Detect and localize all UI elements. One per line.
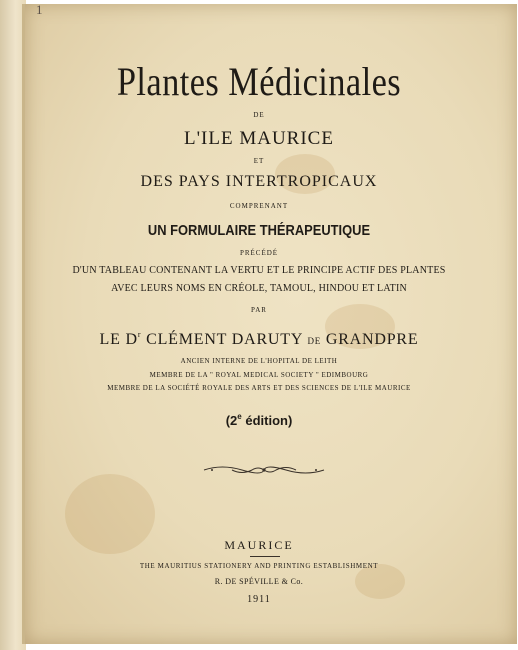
connector-de: DE bbox=[253, 111, 265, 119]
book-title: Plantes Médicinales bbox=[116, 59, 402, 104]
author-credential-2: MEMBRE DE LA " ROYAL MEDICAL SOCIETY " EDIMBOURG bbox=[149, 371, 369, 379]
table-description-line-1: D'UN TABLEAU CONTENANT LA VERTU ET LE PRINCIPE ACTIF DES PLANTES bbox=[72, 265, 446, 276]
author-surname: GRANDPRE bbox=[321, 331, 419, 348]
publisher-line-1: THE MAURITIUS STATIONERY AND PRINTING ESTABLISHMENT bbox=[139, 562, 379, 570]
edition-sup: e bbox=[237, 412, 242, 421]
regions-title: DES PAYS INTERTROPICAUX bbox=[140, 173, 378, 190]
author-credential-3: MEMBRE DE LA SOCIÉTÉ ROYALE DES ARTS ET DES SCIENCES DE L'ILE MAURICE bbox=[107, 384, 411, 392]
author-given-name: CLÉMENT DARUTY bbox=[141, 331, 308, 348]
author-name bbox=[0, 330, 518, 349]
location-title: L'ILE MAURICE bbox=[184, 128, 334, 149]
edition-label bbox=[0, 412, 518, 428]
formulary-subtitle: UN FORMULAIRE THÉRAPEUTIQUE bbox=[147, 222, 371, 239]
author-le: LE D bbox=[99, 331, 138, 348]
publication-place: MAURICE bbox=[224, 538, 294, 552]
decorative-divider-ornament bbox=[202, 462, 326, 478]
publication-year: 1911 bbox=[247, 594, 271, 605]
connector-precede: PRÉCÉDÉ bbox=[239, 249, 279, 257]
connector-et: ET bbox=[253, 157, 265, 165]
divider-rule bbox=[250, 556, 280, 557]
connector-par: PAR bbox=[251, 306, 267, 314]
pencil-mark: 1 bbox=[36, 2, 43, 17]
table-description-line-2: AVEC LEURS NOMS EN CRÉOLE, TAMOUL, HINDOU ET LATIN bbox=[111, 283, 407, 294]
edition-prefix: (2 bbox=[225, 413, 238, 428]
author-title-sup: r bbox=[137, 330, 142, 339]
edition-suffix: édition) bbox=[241, 413, 293, 428]
author-credential-1: ANCIEN INTERNE DE L'HOPITAL DE LEITH bbox=[180, 357, 338, 365]
author-particle: DE bbox=[307, 336, 322, 346]
connector-comprenant: COMPRENANT bbox=[229, 202, 289, 210]
publisher-line-2: R. DE SPÉVILLE & Co. bbox=[214, 577, 304, 586]
